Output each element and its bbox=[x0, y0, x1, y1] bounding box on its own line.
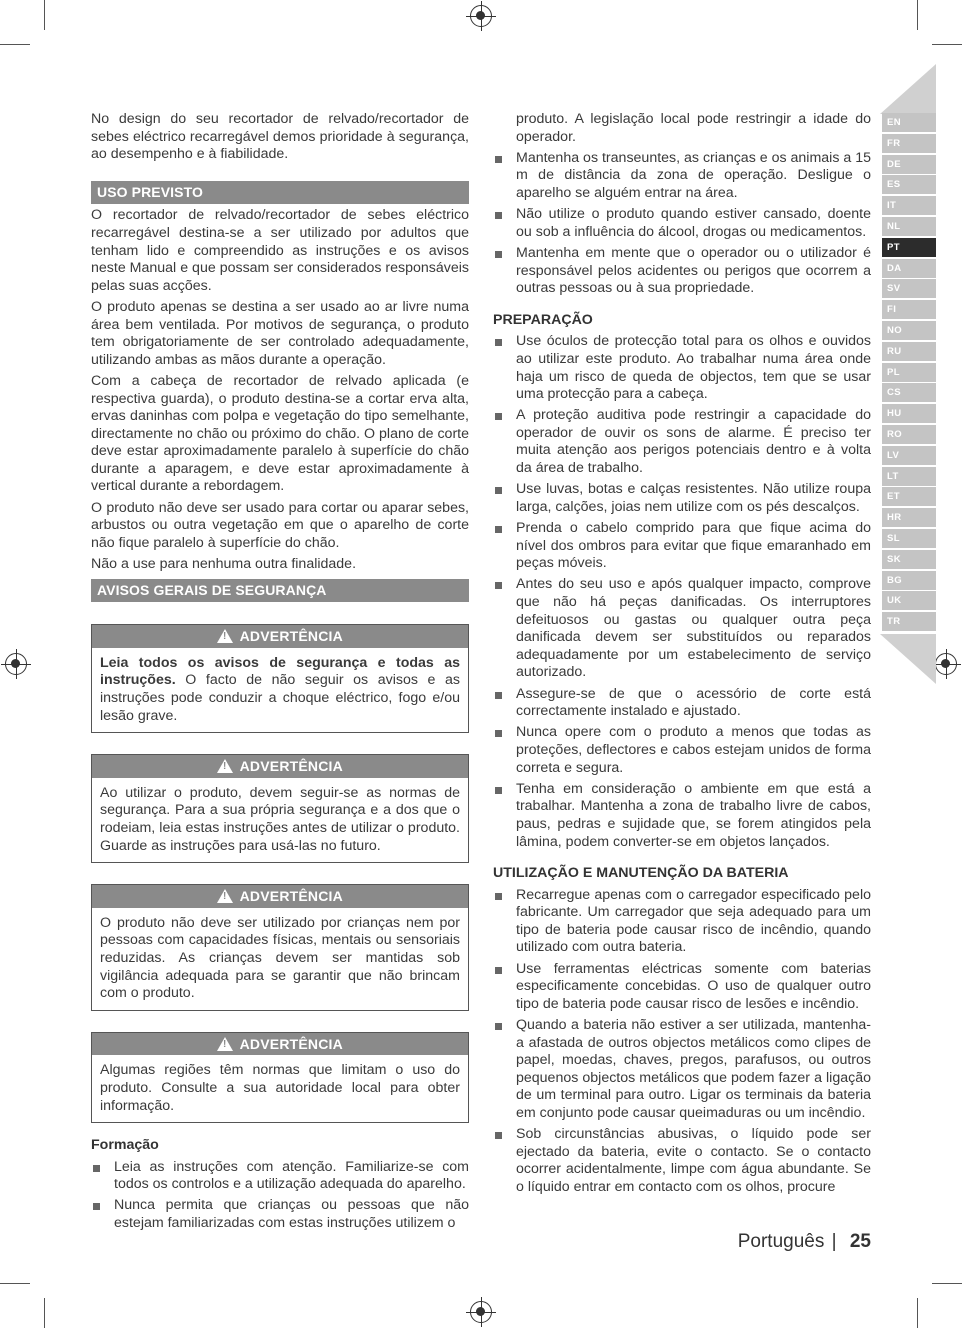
tab-pl[interactable]: PL bbox=[882, 363, 936, 382]
tab-nl[interactable]: NL bbox=[882, 217, 936, 236]
subheading-bateria: UTILIZAÇÃO E MANUTENÇÃO DA BATERIA bbox=[493, 865, 789, 882]
intro-paragraph: No design do seu recortador de relvado/recortador de sebes eléctrico recarregável demos prioridade à segurança, ao desempenho e à fiabilidade. bbox=[91, 111, 469, 163]
crop-mark bbox=[917, 0, 918, 30]
bullet-list bbox=[493, 887, 871, 1197]
warning-triangle-icon: ! bbox=[217, 1037, 233, 1051]
registration-mark-icon bbox=[470, 1301, 492, 1323]
warning-heading bbox=[92, 625, 468, 648]
list-item: Não utilize o produto quando estiver cansado, doente ou sob a influência do álcool, drogas ou medicamentos. bbox=[493, 206, 871, 241]
tab-de[interactable]: DE bbox=[882, 155, 936, 174]
tab-fi[interactable]: FI bbox=[882, 300, 936, 319]
crop-mark bbox=[0, 1283, 30, 1284]
warning-triangle-icon: ! bbox=[217, 629, 233, 643]
list-item: Nunca permita que crianças ou pessoas que não estejam familiarizadas com estas instruções utilizem o bbox=[91, 1197, 469, 1232]
tab-et[interactable]: ET bbox=[882, 487, 936, 506]
warning-heading-text: ADVERTÊNCIA bbox=[239, 758, 343, 775]
bullet-list bbox=[91, 1159, 469, 1233]
subheading-preparacao: PREPARAÇÃO bbox=[493, 311, 593, 328]
warning-heading bbox=[92, 1033, 468, 1056]
tab-lt[interactable]: LT bbox=[882, 467, 936, 486]
registration-mark-icon bbox=[935, 653, 957, 675]
bullet-list bbox=[493, 150, 871, 298]
section-heading-uso-previsto: USO PREVISTO bbox=[91, 181, 469, 205]
crop-mark bbox=[932, 1283, 962, 1284]
crop-mark bbox=[44, 0, 45, 30]
list-item: Mantenha os transeuntes, as crianças e os animais a 15 m de distância da zona de operação. Desligue o aparelho se alguém entrar na área. bbox=[493, 150, 871, 203]
warning-box bbox=[91, 754, 469, 863]
tab-fr[interactable]: FR bbox=[882, 134, 936, 153]
tab-sv[interactable]: SV bbox=[882, 279, 936, 298]
bullet-list bbox=[493, 333, 871, 851]
subheading-formacao: Formação bbox=[91, 1137, 159, 1154]
warning-box bbox=[91, 1032, 469, 1123]
left-column bbox=[91, 111, 469, 1236]
warning-triangle-icon: ! bbox=[217, 759, 233, 773]
tab-da[interactable]: DA bbox=[882, 259, 936, 278]
tab-ro[interactable]: RO bbox=[882, 425, 936, 444]
page-number: 25 bbox=[849, 1231, 871, 1252]
tab-hu[interactable]: HU bbox=[882, 404, 936, 423]
tab-pt[interactable]: PT bbox=[882, 238, 936, 257]
list-item: Tenha em consideração o ambiente em que está a trabalhar. Mantenha a zona de trabalho livre de cabos, paus, pedras e sujidade que, se forem atingidos pela lâmina, podem converter-se em objetos lançados. bbox=[493, 781, 871, 851]
list-item: Assegure-se de que o acessório de corte está correctamente instalado e ajustado. bbox=[493, 686, 871, 721]
tab-uk[interactable]: UK bbox=[882, 591, 936, 610]
list-item: Use luvas, botas e calças resistentes. Não utilize roupa larga, calções, joias nem utilize com os pés descalços. bbox=[493, 481, 871, 516]
tab-es[interactable]: ES bbox=[882, 175, 936, 194]
tab-hr[interactable]: HR bbox=[882, 508, 936, 527]
warning-body: Algumas regiões têm normas que limitam o uso do produto. Consulte a sua autoridade local para obter informação. bbox=[100, 1062, 460, 1114]
continuation-paragraph: produto. A legislação local pode restringir a idade do operador. bbox=[516, 111, 871, 145]
right-column bbox=[493, 111, 871, 1200]
tab-cs[interactable]: CS bbox=[882, 383, 936, 402]
list-item: Quando a bateria não estiver a ser utilizada, mantenha-a afastada de outros objectos metálicos como clipes de papel, moedas, chaves, pregos, parafusos, ou outros pequenos objectos metálicos que podem fazer a ligação de um terminal para outro. Ligar os terminais da bateria em conjunto pode causar queimaduras ou um incêndio. bbox=[493, 1017, 871, 1123]
list-item: A proteção auditiva pode restringir a capacidade do operador de ouvir os sons de alarme. É preciso ter muita atenção aos perigos potenciais dentro e à volta da área de trabalho. bbox=[493, 407, 871, 477]
warning-box bbox=[91, 884, 469, 1011]
list-item: Mantenha em mente que o operador ou o utilizador é responsável pelos acidentes ou perigos que ocorrem a outras pessoas ou à sua propriedade. bbox=[493, 245, 871, 298]
tab-bg[interactable]: BG bbox=[882, 571, 936, 590]
tab-no[interactable]: NO bbox=[882, 321, 936, 340]
registration-mark-icon bbox=[470, 5, 492, 27]
paragraph: O recortador de relvado/recortador de sebes eléctrico recarregável destina-se a ser utilizado por adultos que tenham lido e compreendido as instruções e os avisos neste Manual e que possam ser considerados responsáveis pelas suas acções. bbox=[91, 207, 469, 294]
tab-en[interactable]: EN bbox=[882, 113, 936, 132]
warning-body: O produto não deve ser utilizado por crianças nem por pessoas com capacidades físicas, mentais ou sensoriais reduzidas. As crianças devem ser mantidas sob vigilância adequada para se garantir que não brincam com o produto. bbox=[100, 914, 460, 1002]
warning-heading-text: ADVERTÊNCIA bbox=[239, 888, 343, 905]
warning-bold-text: Leia todos os avisos de segurança e todas as instruções. bbox=[100, 654, 460, 689]
list-item: Leia as instruções com atenção. Familiarize-se com todos os controlos e a utilização adequada do aparelho. bbox=[91, 1159, 469, 1194]
tab-tr[interactable]: TR bbox=[882, 612, 936, 631]
section-heading-avisos: AVISOS GERAIS DE SEGURANÇA bbox=[91, 579, 469, 603]
crop-mark bbox=[917, 1298, 918, 1328]
registration-mark-icon bbox=[5, 653, 27, 675]
tab-it[interactable]: IT bbox=[882, 196, 936, 215]
paragraph: O produto apenas se destina a ser usado ao ar livre numa área bem ventilada. Por motivos de segurança, o produto tem obrigatoriamente de ser controlado adequadamente, utilizando ambas as mãos durante a operação. bbox=[91, 298, 469, 368]
list-item: Antes do seu uso e após qualquer impacto, comprove que não há peças danificadas. Os interruptores defeituosos ou gastas ou qualquer outra peça danificada devem ser substituídos ou reparados adequadamente por um estabelecimento de serviço autorizado. bbox=[493, 576, 871, 682]
warning-text: O facto de não seguir os avisos e as instruções pode conduzir a choque eléctrico, fogo e/ou lesão grave. bbox=[100, 672, 460, 724]
footer-language: Português bbox=[737, 1231, 825, 1252]
warning-box bbox=[91, 624, 469, 733]
crop-mark bbox=[932, 44, 962, 45]
paragraph: O produto não deve ser usado para cortar ou aparar sebes, arbustos ou outra vegetação em que o aparelho de corte não fique paralelo à superfície do chão. bbox=[91, 499, 469, 551]
list-item: Use ferramentas eléctricas somente com baterias especificamente concebidas. O uso de qualquer outro tipo de bateria pode causar risco de lesões e incêndio. bbox=[493, 961, 871, 1014]
warning-body bbox=[92, 648, 468, 732]
warning-heading-text: ADVERTÊNCIA bbox=[239, 628, 343, 645]
warning-heading bbox=[92, 755, 468, 778]
paragraph: Com a cabeça de recortador de relvado aplicada (e respectiva guarda), o produto destina-se a cortar erva alta, ervas daninhas com polpa e vegetação do tipo semelhante, directamente no chão ou próximo do chão. O plano de corte deve estar aproximadamente paralelo à superfície do chão durante a aparagem, e deve estar aproximadamente à vertical durante a rebordagem. bbox=[91, 372, 469, 495]
warning-heading-text: ADVERTÊNCIA bbox=[239, 1035, 343, 1052]
tab-sk[interactable]: SK bbox=[882, 550, 936, 569]
list-item: Nunca opere com o produto a menos que todas as proteções, deflectores e cabos estejam unidos de forma correta e segura. bbox=[493, 724, 871, 777]
warning-body: Ao utilizar o produto, devem seguir-se as normas de segurança. Para a sua própria segurança e a dos que o rodeiam, leia estas instruções antes de utilizar o produto. Guarde as instruções para usá-las no futuro. bbox=[100, 784, 460, 854]
list-item: Sob circunstâncias abusivas, o líquido pode ser ejectado da bateria, evite o contacto. Se o contacto ocorrer acidentalmente, limpe com água abundante. Se o líquido entrar em contacto com os olhos, procure bbox=[493, 1126, 871, 1196]
list-item: Prenda o cabelo comprido para que fique acima do nível dos ombros para evitar que fique emaranhado em peças móveis. bbox=[493, 520, 871, 573]
tab-lv[interactable]: LV bbox=[882, 446, 936, 465]
crop-mark bbox=[44, 1298, 45, 1328]
language-tabs bbox=[882, 113, 936, 633]
list-item: Recarregue apenas com o carregador especificado pelo fabricante. Um carregador que seja adequado para um tipo de bateria pode causar risco de incêndio, quando utilizado com outra bateria. bbox=[493, 887, 871, 957]
crop-mark bbox=[0, 44, 30, 45]
page-footer bbox=[738, 1231, 871, 1253]
warning-heading bbox=[92, 885, 468, 908]
footer-separator: | bbox=[831, 1231, 837, 1252]
warning-triangle-icon: ! bbox=[217, 889, 233, 903]
tab-sl[interactable]: SL bbox=[882, 529, 936, 548]
tab-ru[interactable]: RU bbox=[882, 342, 936, 361]
paragraph: Não a use para nenhuma outra finalidade. bbox=[91, 556, 357, 573]
list-item: Use óculos de protecção total para os olhos e ouvidos ao utilizar este produto. Ao trabalhar numa área onde haja um risco de queda de objectos, tem que se usar uma protecção para a cabeça. bbox=[493, 333, 871, 403]
